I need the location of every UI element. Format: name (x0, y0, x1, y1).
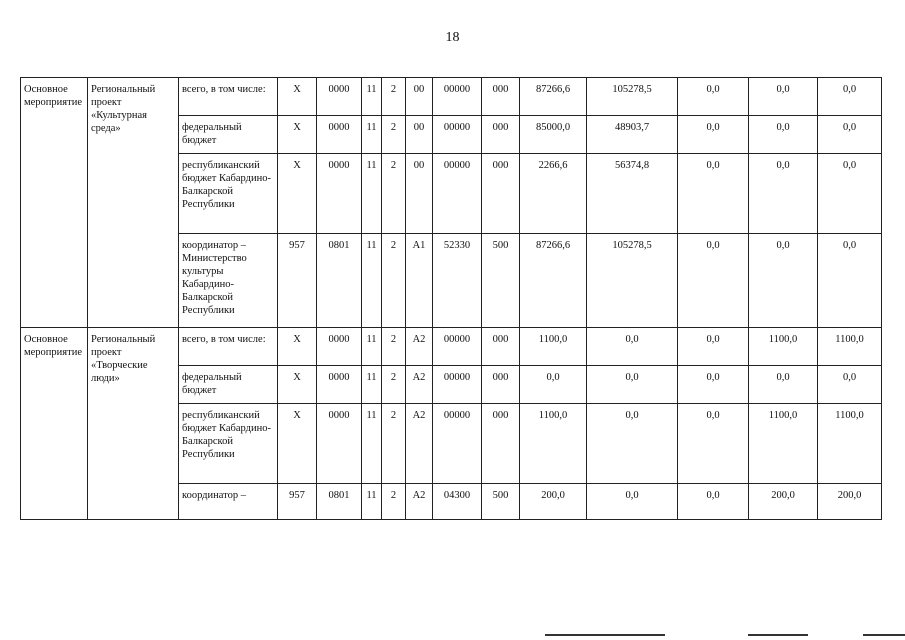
project-code-cell: A1 (406, 234, 433, 328)
item-type-cell: Основное мероприятие (21, 78, 88, 328)
funding-source-cell: республиканский бюджет Кабардино-Балкарской Республики (179, 404, 278, 484)
grbs-code-cell: 957 (278, 484, 317, 520)
amount-year-2-cell: 0,0 (587, 404, 678, 484)
subprogram-code-cell: 2 (382, 234, 406, 328)
direction-code-cell: 00000 (433, 328, 482, 366)
section-code-cell: 0000 (317, 328, 362, 366)
funding-source-cell: федеральный бюджет (179, 366, 278, 404)
amount-year-3-cell: 0,0 (678, 484, 749, 520)
amount-year-4-cell: 0,0 (749, 154, 818, 234)
direction-code-cell: 00000 (433, 404, 482, 484)
direction-code-cell: 52330 (433, 234, 482, 328)
page-number: 18 (445, 30, 460, 45)
funding-source-cell: координатор – (179, 484, 278, 520)
project-code-cell: A2 (406, 404, 433, 484)
program-code-cell: 11 (362, 484, 382, 520)
amount-year-4-cell: 0,0 (749, 116, 818, 154)
section-code-cell: 0000 (317, 154, 362, 234)
program-code-cell: 11 (362, 404, 382, 484)
project-name-cell: Региональный проект «Творческие люди» (88, 328, 179, 520)
table-row (21, 328, 882, 366)
funding-source-cell: координатор – Министерство культуры Кабардино-Балкарской Республики (179, 234, 278, 328)
funding-source-cell: республиканский бюджет Кабардино-Балкарской Республики (179, 154, 278, 234)
budget-table (20, 77, 882, 520)
amount-year-3-cell: 0,0 (678, 78, 749, 116)
subprogram-code-cell: 2 (382, 366, 406, 404)
bottom-edge-marks (0, 634, 905, 638)
amount-year-3-cell: 0,0 (678, 154, 749, 234)
section-code-cell: 0000 (317, 116, 362, 154)
project-code-cell: 00 (406, 78, 433, 116)
program-code-cell: 11 (362, 234, 382, 328)
amount-year-5-cell: 0,0 (818, 234, 882, 328)
expense-type-code-cell: 000 (482, 404, 520, 484)
program-code-cell: 11 (362, 154, 382, 234)
section-code-cell: 0000 (317, 78, 362, 116)
subprogram-code-cell: 2 (382, 154, 406, 234)
amount-year-3-cell: 0,0 (678, 116, 749, 154)
amount-year-4-cell: 0,0 (749, 78, 818, 116)
amount-year-3-cell: 0,0 (678, 328, 749, 366)
direction-code-cell: 00000 (433, 366, 482, 404)
bottom-mark (748, 634, 808, 636)
amount-year-4-cell: 0,0 (749, 234, 818, 328)
section-code-cell: 0000 (317, 366, 362, 404)
direction-code-cell: 00000 (433, 116, 482, 154)
amount-year-2-cell: 0,0 (587, 366, 678, 404)
program-code-cell: 11 (362, 78, 382, 116)
expense-type-code-cell: 500 (482, 234, 520, 328)
direction-code-cell: 00000 (433, 78, 482, 116)
grbs-code-cell: X (278, 328, 317, 366)
expense-type-code-cell: 000 (482, 78, 520, 116)
amount-year-4-cell: 1100,0 (749, 328, 818, 366)
amount-year-1-cell: 87266,6 (520, 234, 587, 328)
grbs-code-cell: 957 (278, 234, 317, 328)
expense-type-code-cell: 000 (482, 116, 520, 154)
amount-year-4-cell: 1100,0 (749, 404, 818, 484)
project-code-cell: 00 (406, 154, 433, 234)
amount-year-2-cell: 48903,7 (587, 116, 678, 154)
amount-year-5-cell: 0,0 (818, 366, 882, 404)
project-code-cell: 00 (406, 116, 433, 154)
amount-year-3-cell: 0,0 (678, 366, 749, 404)
funding-source-cell: федеральный бюджет (179, 116, 278, 154)
amount-year-4-cell: 200,0 (749, 484, 818, 520)
amount-year-5-cell: 1100,0 (818, 328, 882, 366)
amount-year-3-cell: 0,0 (678, 404, 749, 484)
amount-year-2-cell: 105278,5 (587, 234, 678, 328)
budget-table-body (21, 78, 882, 520)
subprogram-code-cell: 2 (382, 328, 406, 366)
amount-year-2-cell: 105278,5 (587, 78, 678, 116)
amount-year-1-cell: 2266,6 (520, 154, 587, 234)
amount-year-5-cell: 200,0 (818, 484, 882, 520)
grbs-code-cell: X (278, 154, 317, 234)
amount-year-4-cell: 0,0 (749, 366, 818, 404)
grbs-code-cell: X (278, 366, 317, 404)
project-code-cell: A2 (406, 484, 433, 520)
program-code-cell: 11 (362, 116, 382, 154)
expense-type-code-cell: 000 (482, 154, 520, 234)
amount-year-2-cell: 0,0 (587, 484, 678, 520)
program-code-cell: 11 (362, 366, 382, 404)
direction-code-cell: 04300 (433, 484, 482, 520)
funding-source-cell: всего, в том числе: (179, 328, 278, 366)
grbs-code-cell: X (278, 78, 317, 116)
bottom-mark (545, 634, 665, 636)
expense-type-code-cell: 000 (482, 328, 520, 366)
item-type-cell: Основное мероприятие (21, 328, 88, 520)
subprogram-code-cell: 2 (382, 404, 406, 484)
project-code-cell: A2 (406, 366, 433, 404)
funding-source-cell: всего, в том числе: (179, 78, 278, 116)
project-name-cell: Региональный проект «Культурная среда» (88, 78, 179, 328)
amount-year-3-cell: 0,0 (678, 234, 749, 328)
project-code-cell: A2 (406, 328, 433, 366)
expense-type-code-cell: 500 (482, 484, 520, 520)
grbs-code-cell: X (278, 404, 317, 484)
bottom-mark (863, 634, 905, 636)
program-code-cell: 11 (362, 328, 382, 366)
section-code-cell: 0801 (317, 484, 362, 520)
direction-code-cell: 00000 (433, 154, 482, 234)
table-row (21, 78, 882, 116)
amount-year-5-cell: 0,0 (818, 78, 882, 116)
section-code-cell: 0801 (317, 234, 362, 328)
amount-year-1-cell: 200,0 (520, 484, 587, 520)
grbs-code-cell: X (278, 116, 317, 154)
amount-year-2-cell: 0,0 (587, 328, 678, 366)
amount-year-1-cell: 1100,0 (520, 328, 587, 366)
expense-type-code-cell: 000 (482, 366, 520, 404)
amount-year-2-cell: 56374,8 (587, 154, 678, 234)
amount-year-5-cell: 0,0 (818, 154, 882, 234)
amount-year-1-cell: 87266,6 (520, 78, 587, 116)
amount-year-5-cell: 1100,0 (818, 404, 882, 484)
amount-year-1-cell: 0,0 (520, 366, 587, 404)
subprogram-code-cell: 2 (382, 78, 406, 116)
amount-year-1-cell: 1100,0 (520, 404, 587, 484)
amount-year-5-cell: 0,0 (818, 116, 882, 154)
subprogram-code-cell: 2 (382, 484, 406, 520)
section-code-cell: 0000 (317, 404, 362, 484)
amount-year-1-cell: 85000,0 (520, 116, 587, 154)
subprogram-code-cell: 2 (382, 116, 406, 154)
